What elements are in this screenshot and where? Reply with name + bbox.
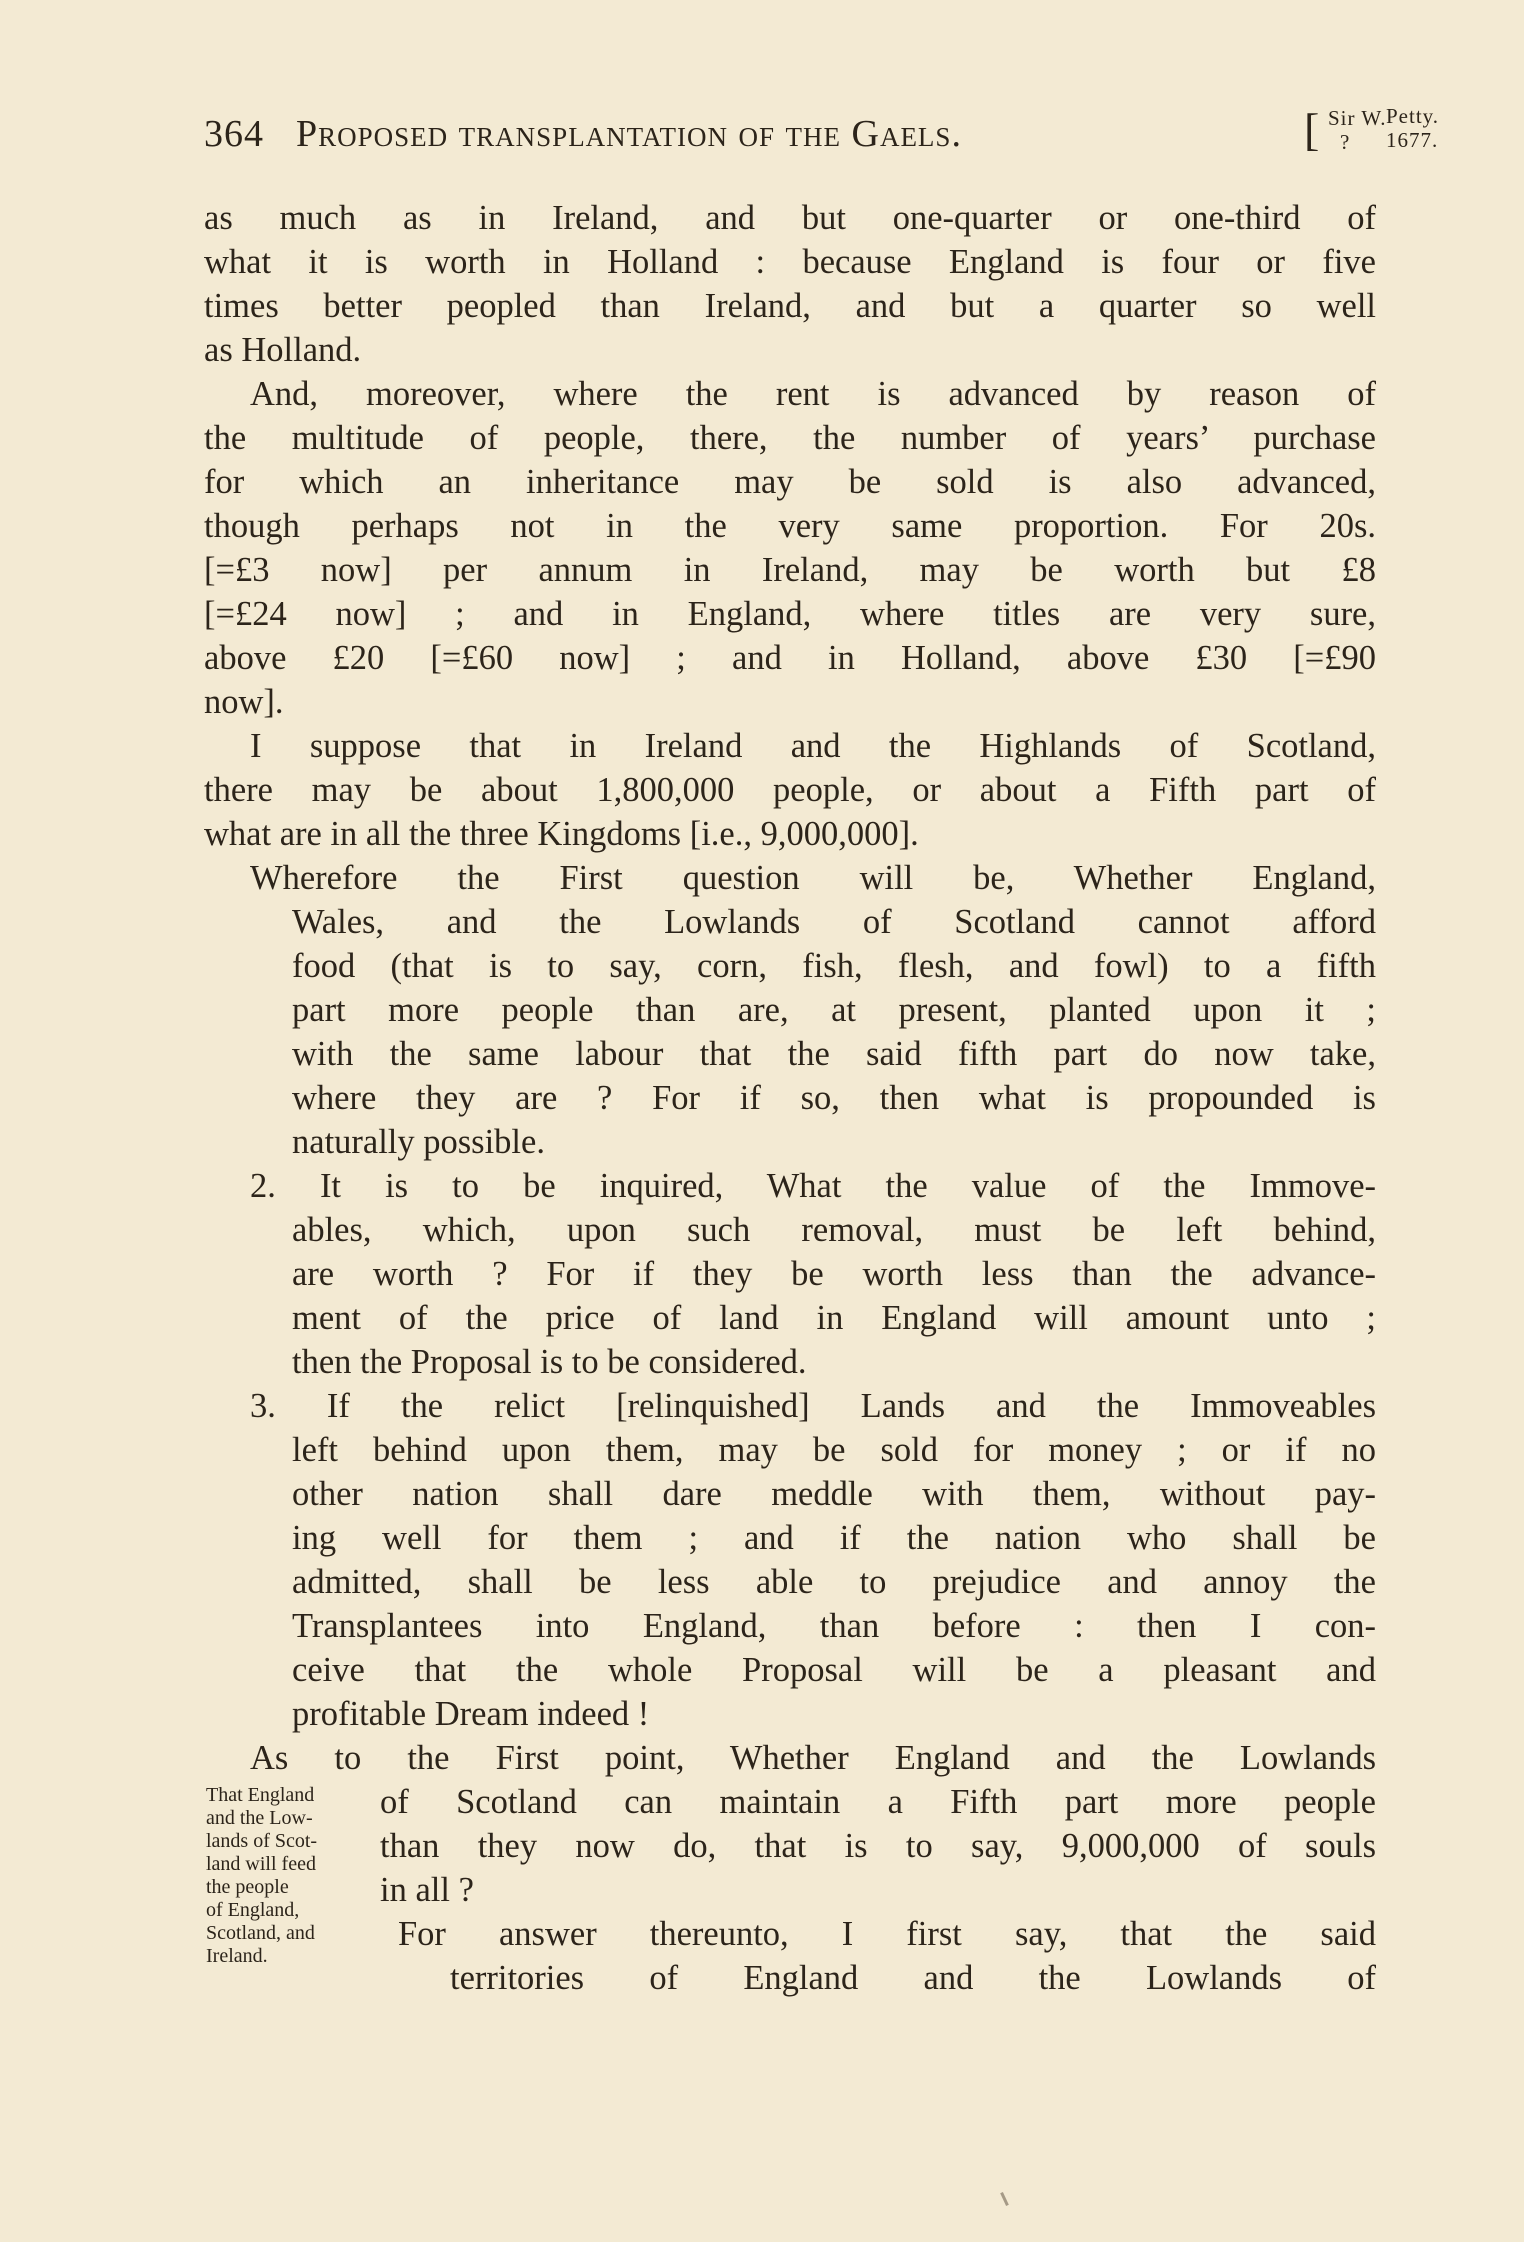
text-line: than they now do, that is to say, 9,000,000 of souls [380,1827,1376,1865]
text-line: [=£3 now] per annum in Ireland, may be worth but £8 [204,551,1376,589]
text-line: above £20 [=£60 now] ; and in Holland, above £30 [=£90 [204,639,1376,677]
text-line: 2. It is to be inquired, What the value of the Immove- [250,1167,1376,1205]
text-line: times better peopled than Ireland, and but a quarter so well [204,287,1376,325]
text-line: where they are ? For if so, then what is propounded is [292,1079,1376,1117]
page-number: 364 [204,113,264,155]
attribution-query: ? [1340,130,1351,154]
paper-mark [1000,2192,1009,2206]
text-line: then the Proposal is to be considered. [292,1343,807,1381]
text-line: with the same labour that the said fifth part do now take, [292,1035,1376,1073]
margin-note-line: That England [206,1784,315,1806]
text-line: admitted, shall be less able to prejudice and annoy the [292,1563,1376,1601]
margin-note-line: Ireland. [206,1945,268,1967]
text-line: food (that is to say, corn, fish, flesh, and fowl) to a fifth [292,947,1376,985]
text-line: what it is worth in Holland : because England is four or five [204,243,1376,281]
margin-note [206,1784,382,1968]
attribution [1328,100,1488,160]
margin-note-line: lands of Scot- [206,1830,318,1852]
text-line: As to the First point, Whether England and the Lowlands [250,1739,1376,1777]
text-line: part more people than are, at present, planted upon it ; [292,991,1376,1029]
text-line: for which an inheritance may be sold is also advanced, [204,463,1376,501]
text-line: other nation shall dare meddle with them, without pay- [292,1475,1376,1513]
text-line: I suppose that in Ireland and the Highlands of Scotland, [250,727,1376,765]
text-line: Wales, and the Lowlands of Scotland cannot afford [292,903,1376,941]
text-line: territories of England and the Lowlands of [450,1959,1376,1997]
text-line: as much as in Ireland, and but one-quarter or one-third of [204,199,1376,237]
margin-note-line: and the Low- [206,1807,313,1829]
text-line: ceive that the whole Proposal will be a pleasant and [292,1651,1376,1689]
text-line: left behind upon them, may be sold for money ; or if no [292,1431,1376,1469]
text-line: ment of the price of land in England will amount unto ; [292,1299,1376,1337]
text-line: And, moreover, where the rent is advanced by reason of [250,375,1376,413]
margin-note-line: the people [206,1876,289,1898]
body-text [204,196,1376,2000]
attribution-surname: Petty. [1386,104,1440,128]
text-line: as Holland. [204,331,362,369]
running-header [204,104,1440,164]
text-line: For answer thereunto, I first say, that the said [398,1915,1376,1953]
text-line: ing well for them ; and if the nation who shall be [292,1519,1376,1557]
text-line: though perhaps not in the very same proportion. For 20s. [204,507,1376,545]
text-line: of Scotland can maintain a Fifth part more people [380,1783,1376,1821]
text-line: there may be about 1,800,000 people, or about a Fifth part of [204,771,1376,809]
attribution-bracket: [ [1304,104,1321,155]
attribution-year: 1677. [1386,128,1439,152]
text-line: 3. If the relict [relinquished] Lands and the Immoveables [250,1387,1376,1425]
attribution-author: Sir W. [1328,106,1387,130]
text-line: profitable Dream indeed ! [292,1695,650,1733]
text-line: now]. [204,683,284,721]
text-line: naturally possible. [292,1123,545,1161]
text-line: in all ? [380,1871,474,1909]
text-line: Wherefore the First question will be, Whether England, [250,859,1376,897]
text-line: are worth ? For if they be worth less than the advance- [292,1255,1376,1293]
text-line: [=£24 now] ; and in England, where titles are very sure, [204,595,1376,633]
text-line: Transplantees into England, than before : then I con- [292,1607,1376,1645]
text-line: the multitude of people, there, the number of years’ purchase [204,419,1376,457]
text-line: ables, which, upon such removal, must be left behind, [292,1211,1376,1249]
margin-note-line: Scotland, and [206,1922,315,1944]
margin-note-line: of England, [206,1899,300,1921]
margin-note-line: land will feed [206,1853,316,1875]
text-line: what are in all the three Kingdoms [i.e., 9,000,000]. [204,815,919,853]
running-title: Proposed transplantation of the Gaels. [296,113,962,155]
